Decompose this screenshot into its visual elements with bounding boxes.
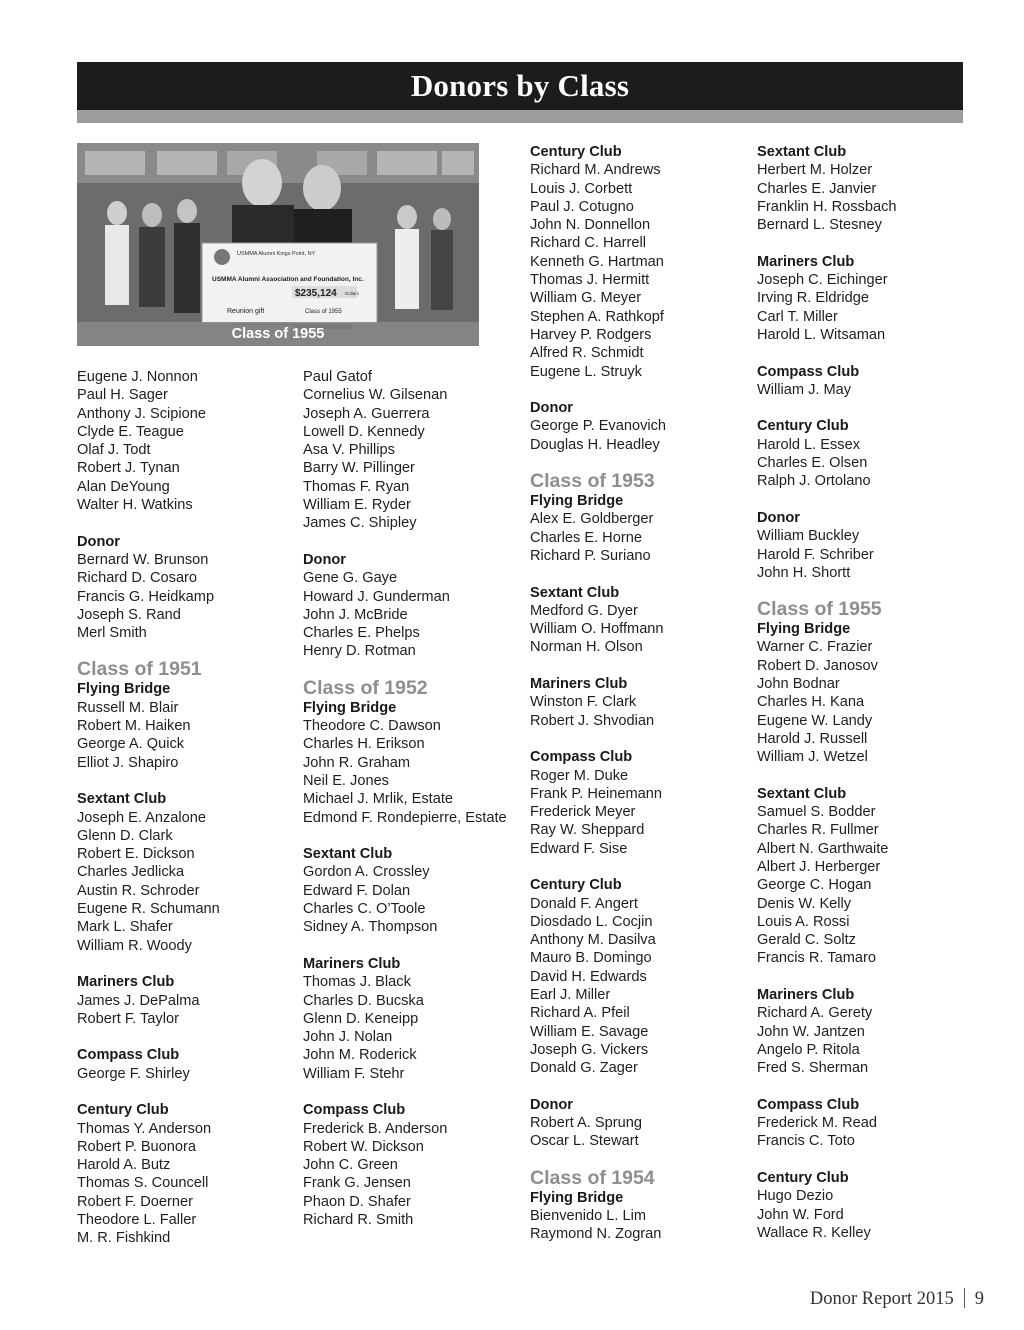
donor-name: Robert F. Taylor bbox=[77, 1010, 179, 1027]
name-list bbox=[530, 510, 666, 565]
donor-name: Harold J. Russell bbox=[757, 730, 868, 747]
section-heading: Century Club bbox=[757, 1170, 849, 1187]
column-1 bbox=[77, 368, 220, 1248]
name-list bbox=[757, 803, 897, 968]
section-heading: Flying Bridge bbox=[530, 1189, 624, 1206]
donor-name: John W. Ford bbox=[757, 1206, 844, 1223]
donor-name: Lowell D. Kennedy bbox=[303, 423, 425, 440]
donor-name: Eugene W. Landy bbox=[757, 712, 873, 729]
section-heading: Mariners Club bbox=[530, 676, 628, 693]
name-list bbox=[77, 1120, 220, 1248]
name-list bbox=[303, 1120, 507, 1230]
section-heading: Compass Club bbox=[303, 1102, 406, 1119]
donor-name: Frank G. Jensen bbox=[303, 1175, 411, 1192]
name-list bbox=[757, 161, 897, 234]
donor-name: Barry W. Pillinger bbox=[303, 460, 415, 477]
donor-name: Francis C. Toto bbox=[757, 1133, 855, 1150]
donor-name: Eugene L. Struyk bbox=[530, 363, 642, 380]
donor-name: Richard R. Smith bbox=[303, 1212, 414, 1229]
donor-name: Thomas F. Ryan bbox=[303, 478, 410, 495]
section-heading: Sextant Club bbox=[303, 846, 393, 863]
donor-name: George P. Evanovich bbox=[530, 418, 667, 435]
donor-name: Joseph S. Rand bbox=[77, 606, 181, 623]
donor-name: Mark L. Shafer bbox=[77, 919, 173, 936]
name-list bbox=[303, 569, 507, 660]
section-heading: Sextant Club bbox=[530, 584, 620, 601]
section-heading: Mariners Club bbox=[757, 987, 855, 1004]
donor-name: Neil E. Jones bbox=[303, 772, 389, 789]
donor-name: Charles D. Bucska bbox=[303, 992, 424, 1009]
donor-name: Eugene R. Schumann bbox=[77, 901, 220, 918]
donor-name: Edmond F. Rondepierre, Estate bbox=[303, 809, 507, 826]
donor-name: William E. Ryder bbox=[303, 497, 411, 514]
section-heading: Sextant Club bbox=[757, 785, 847, 802]
column-3 bbox=[530, 143, 666, 1244]
section-heading: Donor bbox=[757, 509, 800, 526]
donor-name: Charles E. Phelps bbox=[303, 625, 420, 642]
donor-name: Franklin H. Rossbach bbox=[757, 198, 897, 215]
donor-name: William O. Hoffmann bbox=[530, 621, 664, 638]
donor-name: Robert J. Tynan bbox=[77, 460, 180, 477]
donor-name: Ray W. Sheppard bbox=[530, 822, 645, 839]
donor-name: Robert F. Doerner bbox=[77, 1193, 193, 1210]
donor-name: Norman H. Olson bbox=[530, 639, 643, 656]
section-heading: Donor bbox=[77, 533, 120, 550]
section-heading: Flying Bridge bbox=[530, 493, 624, 510]
donor-name: William J. May bbox=[757, 381, 852, 398]
photo-caption: Class of 1955 bbox=[77, 322, 479, 346]
donor-name: Gerald C. Soltz bbox=[757, 932, 856, 949]
donor-name: Harold L. Witsaman bbox=[757, 326, 886, 343]
donor-name: Warner C. Frazier bbox=[757, 639, 873, 656]
class-photo-image bbox=[77, 143, 479, 346]
section-heading: Compass Club bbox=[77, 1047, 180, 1064]
section-heading: Flying Bridge bbox=[303, 699, 397, 716]
donor-name: John M. Roderick bbox=[303, 1047, 417, 1064]
donor-name: John C. Green bbox=[303, 1157, 398, 1174]
donor-name: Raymond N. Zogran bbox=[530, 1226, 662, 1243]
page-number: 9 bbox=[974, 1289, 984, 1309]
name-list bbox=[530, 1207, 666, 1244]
donor-name: Alan DeYoung bbox=[77, 478, 170, 495]
donor-name: Thomas Y. Anderson bbox=[77, 1120, 212, 1137]
donor-name: Alfred R. Schmidt bbox=[530, 345, 644, 362]
donor-name: John N. Donnellon bbox=[530, 217, 651, 234]
section-heading: Century Club bbox=[757, 418, 849, 435]
name-list bbox=[757, 1114, 897, 1151]
donor-name: Donald F. Angert bbox=[530, 895, 638, 912]
name-list bbox=[757, 381, 897, 399]
name-list bbox=[303, 717, 507, 827]
donor-name: Richard D. Cosaro bbox=[77, 570, 198, 587]
donor-name: Eugene J. Nonnon bbox=[77, 369, 198, 385]
section-heading: Century Club bbox=[530, 144, 622, 160]
donor-name: Thomas S. Councell bbox=[77, 1175, 209, 1192]
donor-name: Merl Smith bbox=[77, 625, 147, 642]
donor-name: Charles E. Olsen bbox=[757, 455, 868, 472]
donor-name: Frederick B. Anderson bbox=[303, 1120, 448, 1137]
donor-name: Thomas J. Hermitt bbox=[530, 272, 650, 289]
donor-name: Harold F. Schriber bbox=[757, 546, 874, 563]
donor-name: Alex E. Goldberger bbox=[530, 511, 654, 528]
donor-name: Robert P. Buonora bbox=[77, 1138, 196, 1155]
donor-name: Cornelius W. Gilsenan bbox=[303, 387, 448, 404]
donor-name: Richard M. Andrews bbox=[530, 162, 661, 179]
page-title: Donors by Class bbox=[410, 68, 630, 103]
donor-name: Gordon A. Crossley bbox=[303, 864, 430, 881]
check-amount: $235,124 bbox=[295, 288, 337, 299]
donor-name: Richard A. Pfeil bbox=[530, 1005, 630, 1022]
donor-name: Charles C. O’Toole bbox=[303, 901, 426, 918]
section-heading: Mariners Club bbox=[77, 974, 175, 991]
donor-name: George F. Shirley bbox=[77, 1065, 190, 1082]
footer-report-title: Donor Report 2015 bbox=[809, 1289, 954, 1309]
donor-name: Harold L. Essex bbox=[757, 436, 861, 453]
donor-name: Frederick Meyer bbox=[530, 804, 636, 821]
name-list bbox=[77, 368, 220, 514]
name-list bbox=[530, 1114, 666, 1151]
donor-name: Thomas J. Black bbox=[303, 974, 411, 991]
donor-name: Charles Jedlicka bbox=[77, 864, 185, 881]
donor-name: Russell M. Blair bbox=[77, 699, 179, 716]
donor-name: Roger M. Duke bbox=[530, 767, 629, 784]
section-heading: Donor bbox=[530, 1096, 573, 1113]
donor-name: Joseph C. Eichinger bbox=[757, 272, 888, 289]
name-list bbox=[303, 973, 507, 1083]
donor-name: Joseph A. Guerrera bbox=[303, 405, 430, 422]
donor-name: Carl T. Miller bbox=[757, 308, 838, 325]
class-heading: Class of 1952 bbox=[303, 676, 428, 699]
donor-name: Austin R. Schroder bbox=[77, 882, 200, 899]
donor-name: Kenneth G. Hartman bbox=[530, 253, 664, 270]
donor-name: Howard J. Gunderman bbox=[303, 588, 450, 605]
name-list bbox=[77, 551, 220, 642]
donor-name: Irving R. Eldridge bbox=[757, 290, 869, 307]
donor-name: Richard C. Harrell bbox=[530, 235, 646, 252]
donor-name: Gene G. Gaye bbox=[303, 570, 398, 587]
donor-name: Paul H. Sager bbox=[77, 387, 168, 404]
donor-name: Oscar L. Stewart bbox=[530, 1133, 639, 1150]
donor-name: Louis A. Rossi bbox=[757, 913, 850, 930]
donor-name: Joseph E. Anzalone bbox=[77, 809, 207, 826]
donor-name: Theodore C. Dawson bbox=[303, 718, 441, 735]
class-heading: Class of 1954 bbox=[530, 1166, 655, 1189]
name-list bbox=[757, 1004, 897, 1077]
section-heading: Donor bbox=[530, 400, 573, 417]
donor-name: Charles H. Erikson bbox=[303, 736, 425, 753]
donor-name: M. R. Fishkind bbox=[77, 1230, 171, 1247]
donor-name: William F. Stehr bbox=[303, 1065, 405, 1082]
name-list bbox=[77, 699, 220, 772]
donor-name: Asa V. Phillips bbox=[303, 442, 395, 459]
donor-name: Sidney A. Thompson bbox=[303, 919, 438, 936]
donor-name: Francis G. Heidkamp bbox=[77, 588, 215, 605]
name-list bbox=[530, 767, 666, 858]
donor-name: John Bodnar bbox=[757, 676, 840, 693]
section-heading: Mariners Club bbox=[303, 955, 401, 972]
donor-name: Albert J. Herberger bbox=[757, 858, 881, 875]
donor-name: William Buckley bbox=[757, 528, 860, 545]
donor-name: Robert J. Shvodian bbox=[530, 712, 655, 729]
name-list bbox=[530, 417, 666, 454]
donor-name: Bienvenido L. Lim bbox=[530, 1208, 647, 1225]
donor-name: Walter H. Watkins bbox=[77, 497, 193, 514]
donor-name: Medford G. Dyer bbox=[530, 602, 638, 619]
section-heading: Compass Club bbox=[757, 1096, 860, 1113]
donor-name: Charles E. Horne bbox=[530, 529, 642, 546]
name-list bbox=[303, 368, 507, 533]
donor-name: Clyde E. Teague bbox=[77, 423, 184, 440]
donor-name: Stephen A. Rathkopf bbox=[530, 308, 664, 325]
section-heading: Mariners Club bbox=[757, 253, 855, 270]
name-list bbox=[530, 693, 666, 730]
donor-name: Francis R. Tamaro bbox=[757, 950, 876, 967]
name-list bbox=[757, 527, 897, 582]
donor-name: Albert N. Garthwaite bbox=[757, 840, 889, 857]
section-heading: Flying Bridge bbox=[77, 681, 171, 698]
donor-name: Michael J. Mrlik, Estate bbox=[303, 791, 454, 808]
donor-name: Glenn D. Keneipp bbox=[303, 1010, 419, 1027]
column-2 bbox=[303, 368, 507, 1229]
donor-name: Earl J. Miller bbox=[530, 987, 611, 1004]
name-list bbox=[303, 863, 507, 936]
check-payee: USMMA Alumni Association and Foundation, Inc. bbox=[212, 276, 364, 283]
donor-name: William G. Meyer bbox=[530, 290, 642, 307]
donor-name: William J. Wetzel bbox=[757, 749, 868, 766]
class-photo bbox=[77, 143, 479, 346]
donor-name: Joseph G. Vickers bbox=[530, 1041, 649, 1058]
donor-name: Diosdado L. Cocjin bbox=[530, 913, 653, 930]
name-list bbox=[757, 1187, 897, 1242]
donor-name: John H. Shortt bbox=[757, 564, 851, 581]
donor-name: Wallace R. Kelley bbox=[757, 1224, 871, 1241]
donor-name: Bernard W. Brunson bbox=[77, 551, 209, 568]
donor-name: Frederick M. Read bbox=[757, 1115, 878, 1132]
donor-name: Elliot J. Shapiro bbox=[77, 754, 179, 771]
donor-name: Donald G. Zager bbox=[530, 1060, 638, 1077]
donor-name: George A. Quick bbox=[77, 736, 185, 753]
donor-name: William R. Woody bbox=[77, 937, 192, 954]
donor-name: Winston F. Clark bbox=[530, 694, 637, 711]
donor-name: George C. Hogan bbox=[757, 877, 872, 894]
donor-name: John J. Nolan bbox=[303, 1029, 393, 1046]
donor-name: Harold A. Butz bbox=[77, 1157, 171, 1174]
check-class: Class of 1955 bbox=[305, 309, 342, 315]
donor-name: Paul Gatof bbox=[303, 369, 372, 385]
donor-name: Anthony M. Dasilva bbox=[530, 932, 656, 949]
donor-name: Charles R. Fullmer bbox=[757, 822, 879, 839]
page-footer bbox=[810, 1288, 984, 1310]
donor-name: Phaon D. Shafer bbox=[303, 1193, 411, 1210]
name-list bbox=[530, 602, 666, 657]
donor-name: Robert E. Dickson bbox=[77, 846, 195, 863]
section-heading: Century Club bbox=[530, 877, 622, 894]
check-memo: Reunion gift bbox=[227, 308, 265, 315]
donor-name: Fred S. Sherman bbox=[757, 1060, 869, 1077]
donor-name: Anthony J. Scipione bbox=[77, 405, 206, 422]
donor-name: Paul J. Cotugno bbox=[530, 198, 634, 215]
donor-name: John J. McBride bbox=[303, 606, 408, 623]
donor-name: William E. Savage bbox=[530, 1023, 649, 1040]
donor-name: John R. Graham bbox=[303, 754, 411, 771]
donor-name: Hugo Dezio bbox=[757, 1188, 834, 1205]
donor-name: Frank P. Heinemann bbox=[530, 785, 662, 802]
name-list bbox=[77, 1065, 220, 1083]
donor-name: Edward F. Sise bbox=[530, 840, 628, 857]
donor-name: Edward F. Dolan bbox=[303, 882, 411, 899]
section-heading: Flying Bridge bbox=[757, 621, 851, 638]
donor-name: Robert M. Haiken bbox=[77, 718, 191, 735]
donor-name: Denis W. Kelly bbox=[757, 895, 852, 912]
donor-name: Ralph J. Ortolano bbox=[757, 473, 871, 490]
donor-name: Herbert M. Holzer bbox=[757, 162, 873, 179]
donor-name: Richard A. Gerety bbox=[757, 1005, 873, 1022]
name-list bbox=[530, 895, 666, 1078]
donor-name: David H. Edwards bbox=[530, 968, 647, 985]
footer-divider bbox=[964, 1288, 965, 1308]
section-heading: Donor bbox=[303, 551, 346, 568]
donor-name: Olaf J. Todt bbox=[77, 442, 151, 459]
donor-name: James J. DePalma bbox=[77, 992, 200, 1009]
section-heading: Compass Club bbox=[530, 749, 633, 766]
donor-name: Theodore L. Faller bbox=[77, 1212, 197, 1229]
page-title-banner bbox=[77, 62, 963, 110]
donor-name: Robert D. Janosov bbox=[757, 657, 878, 674]
donor-name: Charles H. Kana bbox=[757, 694, 865, 711]
class-heading: Class of 1953 bbox=[530, 470, 655, 493]
section-heading: Compass Club bbox=[757, 363, 860, 380]
donor-name: John W. Jantzen bbox=[757, 1023, 865, 1040]
donor-name: Samuel S. Bodder bbox=[757, 804, 876, 821]
check-institution: USMMA Alumni Kings Point, NY bbox=[237, 251, 316, 257]
donor-name: Harvey P. Rodgers bbox=[530, 326, 652, 343]
name-list bbox=[77, 992, 220, 1029]
donor-name: Mauro B. Domingo bbox=[530, 950, 652, 967]
class-heading: Class of 1955 bbox=[757, 598, 882, 621]
donor-name: Angelo P. Ritola bbox=[757, 1041, 860, 1058]
donor-name: Louis J. Corbett bbox=[530, 180, 633, 197]
class-heading: Class of 1951 bbox=[77, 658, 202, 681]
donor-name: Glenn D. Clark bbox=[77, 827, 173, 844]
title-underline bbox=[77, 110, 963, 123]
section-heading: Century Club bbox=[77, 1102, 169, 1119]
donor-name: Douglas H. Headley bbox=[530, 436, 660, 453]
donor-name: James C. Shipley bbox=[303, 515, 417, 532]
donor-name: Henry D. Rotman bbox=[303, 643, 416, 660]
section-heading: Sextant Club bbox=[757, 144, 847, 160]
name-list bbox=[757, 436, 897, 491]
donor-name: Bernard L. Stesney bbox=[757, 217, 882, 234]
donor-name: Richard P. Suriano bbox=[530, 547, 651, 564]
section-heading: Sextant Club bbox=[77, 791, 167, 808]
donor-name: Robert W. Dickson bbox=[303, 1138, 424, 1155]
name-list bbox=[757, 638, 897, 766]
name-list bbox=[757, 271, 897, 344]
donor-name: Charles E. Janvier bbox=[757, 180, 877, 197]
donor-name: Robert A. Sprung bbox=[530, 1115, 642, 1132]
check-amount-unit: Dollars bbox=[345, 291, 360, 296]
name-list bbox=[77, 809, 220, 955]
name-list bbox=[530, 161, 666, 381]
column-4 bbox=[757, 143, 897, 1242]
